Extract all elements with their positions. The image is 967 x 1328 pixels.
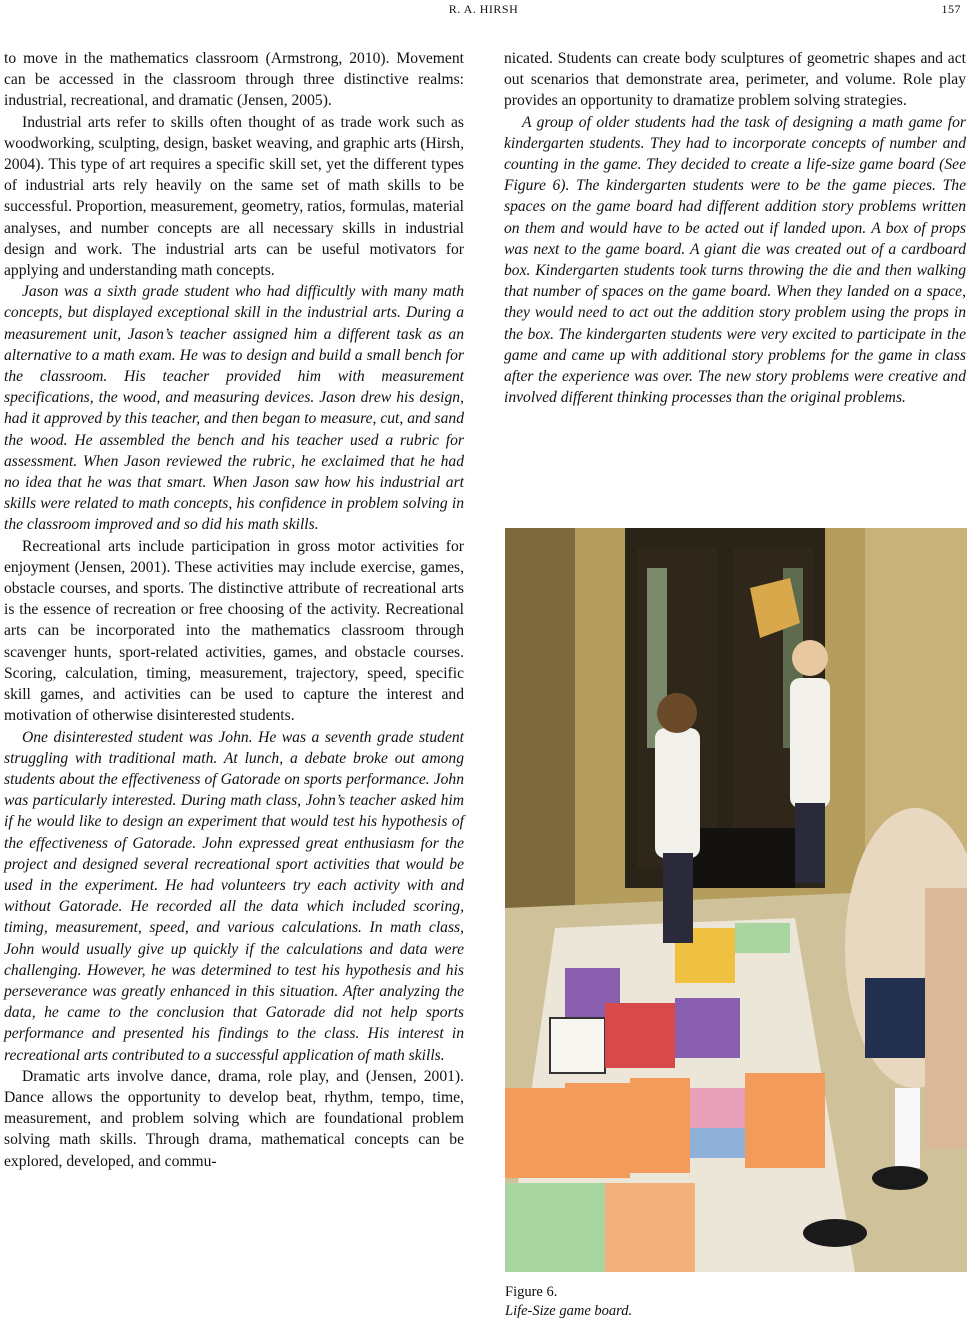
left-column [4,48,464,1172]
seated-child-sock [895,1088,920,1168]
board-square-green [735,923,790,953]
paragraph-john-vignette: One disinterested student was John. He was a seventh grade student struggling with traditional math. At lunch, a debate broke out among students about the effectiveness of Gatorade on sports performance. John was particularly interested. During math class, John’s teacher asked him if he would like to design an experiment that would test his hypothesis of the effectiveness of Gatorade. John expressed great enthusiasm for the project and designed several recreational sport activities that would be used in the experiment. He had volunteers try each activity with and without Gatorade. He recorded all the data which included scoring, timing, measurement, speed, and various calculations. In math class, John would usually give up quickly if the calculations and data were challenging. However, he was determined to test his hypothesis and his perseverance was greatly enhanced in this situation. After analyzing the data, he came to the conclusion that Gatorade did not help sports performance and presented his findings to the class. His interest in recreational arts contributed to a successful application of math skills. [4,728,464,1064]
seated-child-arm [925,888,967,1148]
board-square-orange-5 [605,1183,695,1272]
board-square-blue [685,1128,745,1158]
board-square-orange-4 [745,1073,825,1168]
board-square-orange-2 [565,1083,630,1178]
board-square-purple-2 [675,998,740,1058]
running-head-author: R. A. HIRSH [448,2,519,16]
child-thrower-body [790,678,830,808]
child-head [657,693,697,733]
paragraph-dramatic-arts: Dramatic arts involve dance, drama, role play, and (Jensen, 2001). Dance allows the opportunity to develop beat, rhythm, tempo, time, measurement, and problem solving which are foundational problem solving math skills. Through drama, mathematical concepts can be explored, developed, and commu- [4,1067,464,1170]
right-column [504,48,966,408]
game-board-photo-illustration [505,528,967,1272]
figure-title: Life-Size game board. [505,1303,633,1319]
board-square-orange-3 [630,1078,690,1173]
seated-child-shoe [872,1166,928,1190]
paragraph-movement-realms: to move in the mathematics classroom (Armstrong, 2010). Movement can be accessed in the classroom through three distinctive realms: industrial, recreational, and dramatic (Jensen, 2005). [4,50,464,110]
child-thrower-head [792,640,828,676]
paragraph-jason-vignette: Jason was a sixth grade student who had difficultly with many math concepts, but displayed exceptional skill in the industrial arts. During a measurement unit, Jason’s teacher assigned him a different task as an alternative to a math exam. He was to design and build a small bench for the classroom. His teacher provided him with measurement specifications, the wood, and measuring devices. Jason drew his design, had it approved by this teacher, and then began to measure, cut, and sand the wood. He assembled the bench and his teacher used a rubric for assessment. When Jason reviewed the rubric, he exclaimed that he had no idea that he was that smart. When Jason saw how his industrial art skills were related to math concepts, his confidence in problem solving in the classroom improved and so did his math skills. [4,283,464,534]
paragraph-dramatic-continued: nicated. Students can create body sculptures of geometric shapes and act out scenarios that demonstrate area, perimeter, and volume. Role play provides an opportunity to dramatize problem solving strategies. [504,50,966,110]
paragraph-industrial-arts: Industrial arts refer to skills often thought of as trade work such as woodworking, sculpting, design, basket weaving, and graphic arts (Hirsh, 2004). This type of art requires a specific skill set, yet the different types of industrial arts rely heavily on the same set of math skills to be successful. Proportion, measurement, geometry, ratios, formulas, material analyses, and number concepts are all necessary skills in industrial design and work. The industrial arts can be useful motivators for applying and understanding math concepts. [4,113,464,280]
left-wall-shadow [505,528,575,948]
board-square-green-2 [505,1183,605,1272]
board-square-orange-1 [505,1088,565,1178]
board-square-pink [685,1088,745,1128]
child-thrower-legs [795,803,825,883]
board-square-red [605,1003,675,1068]
child-body [655,728,700,858]
board-square-white [550,1018,605,1073]
paragraph-recreational-arts: Recreational arts include participation in gross motor activities for enjoyment (Jensen, 2001). These activities may include exercise, games, obstacle courses, and sports. The distinctive attribute of recreational arts is the essence of recreation or free choosing of the activity. Recreational arts can be incorporated into the mathematics classroom through scavenger hunts, sport-related activities, games, and obstacle courses. Scoring, calculation, timing, measurement, trajectory, speed, specific skill games, and activities can be used to capture the interest and motivation of otherwise disinterested students. [4,537,464,725]
figure-caption [505,1283,967,1321]
seated-child-shoe-2 [803,1219,867,1247]
running-head [0,0,967,22]
paragraph-game-board-vignette: A group of older students had the task of designing a math game for kindergarten students. They had to incorporate concepts of number and counting in the game. They decided to create a life-size game board (See Figure 6). The kindergarten students were to be the game pieces. The spaces on the game board had different addition story problems written on them and would have to be acted out if landed upon. A box of props was next to the game board. A giant die was created out of a cardboard box. Kindergarten students took turns throwing the die and then walking that number of spaces on the game board. When they landed on a space, they would need to act out the addition story problem using the props in the box. The kindergarten students were very excited to participate in the game and came up with additional story problems for the game in class after the experience was over. The new story problems were creative and involved different thinking processes than the original problems. [504,113,966,407]
child-legs [663,853,693,943]
page-number: 157 [941,2,961,16]
figure-label: Figure 6. [505,1284,558,1300]
figure-6-photo [505,528,967,1272]
